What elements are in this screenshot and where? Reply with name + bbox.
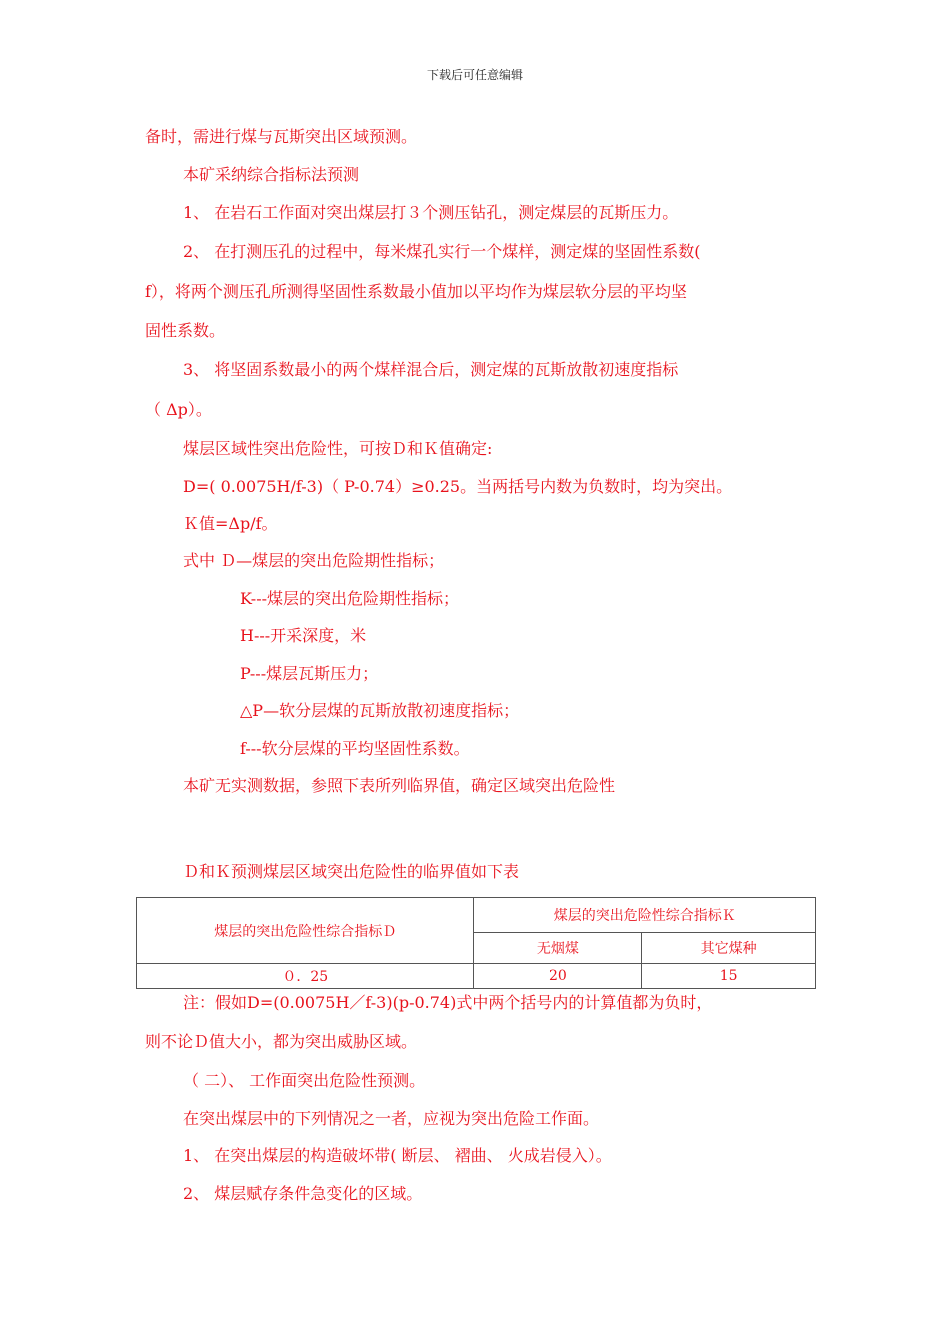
text-line: 本矿采纳综合指标法预测 — [183, 165, 360, 184]
text-line: Ｋ值=Δp/f。 — [183, 514, 278, 533]
text-line: （ Δp）。 — [145, 400, 212, 419]
text-line: H---开采深度，米 — [240, 626, 367, 645]
text-line: 式中 Ｄ—煤层的突出危险期性指标； — [183, 551, 445, 570]
text-line: Ｄ和Ｋ预测煤层区域突出危险性的临界值如下表 — [183, 862, 520, 881]
critical-value-table — [136, 897, 816, 989]
text-line: 注：假如D=(0.0075H／f-3)(p-0.74)式中两个括号内的计算值都为负时， — [183, 993, 713, 1012]
text-line: 2、 在打测压孔的过程中，每米煤孔实行一个煤样，测定煤的坚固性系数( — [183, 242, 701, 261]
text-line: 备时，需进行煤与瓦斯突出区域预测。 — [145, 127, 418, 146]
text-line: 固性系数。 — [145, 321, 226, 340]
text-line: 则不论Ｄ值大小，都为突出威胁区域。 — [145, 1032, 418, 1051]
text-line: f），将两个测压孔所测得坚固性系数最小值加以平均作为煤层软分层的平均坚 — [145, 282, 687, 301]
text-line: f---软分层煤的平均坚固性系数。 — [240, 739, 470, 758]
text-line: 本矿无实测数据，参照下表所列临界值，确定区域突出危险性 — [183, 776, 616, 795]
text-line: K---煤层的突出危险期性指标； — [240, 589, 460, 608]
text-line: △P—软分层煤的瓦斯放散初速度指标； — [240, 701, 520, 720]
text-line: 2、 煤层赋存条件急变化的区域。 — [183, 1184, 423, 1203]
table-subheader-anthracite: 无烟煤 — [474, 933, 642, 964]
table-cell-other: 15 — [642, 964, 816, 989]
table-cell-d: ０．25 — [137, 964, 474, 989]
table-cell-anthracite: 20 — [474, 964, 642, 989]
text-line: 煤层区域性突出危险性，可按Ｄ和Ｋ值确定: — [183, 439, 493, 458]
page-header: 下载后可任意编辑 — [426, 68, 523, 82]
text-line: 3、 将坚固系数最小的两个煤样混合后，测定煤的瓦斯放散初速度指标 — [183, 360, 679, 379]
text-line: 在突出煤层中的下列情况之一者，应视为突出危险工作面。 — [183, 1109, 600, 1128]
table-row — [137, 964, 816, 989]
text-line: 1、 在突出煤层的构造破坏带( 断层、 褶曲、 火成岩侵入）。 — [183, 1146, 612, 1165]
text-line: P---煤层瓦斯压力； — [240, 664, 379, 683]
table-header-k: 煤层的突出危险性综合指标Ｋ — [474, 898, 816, 933]
text-line: （ 二）、 工作面突出危险性预测。 — [183, 1071, 426, 1090]
table-header-d: 煤层的突出危险性综合指标Ｄ — [137, 898, 474, 964]
table-subheader-other: 其它煤种 — [642, 933, 816, 964]
text-line: 1、 在岩石工作面对突出煤层打３个测压钻孔，测定煤层的瓦斯压力。 — [183, 203, 679, 222]
text-line: D=( 0.0075H/f-3)（ P-0.74）≥0.25。当两括号内数为负数时，均为突出。 — [183, 477, 733, 496]
